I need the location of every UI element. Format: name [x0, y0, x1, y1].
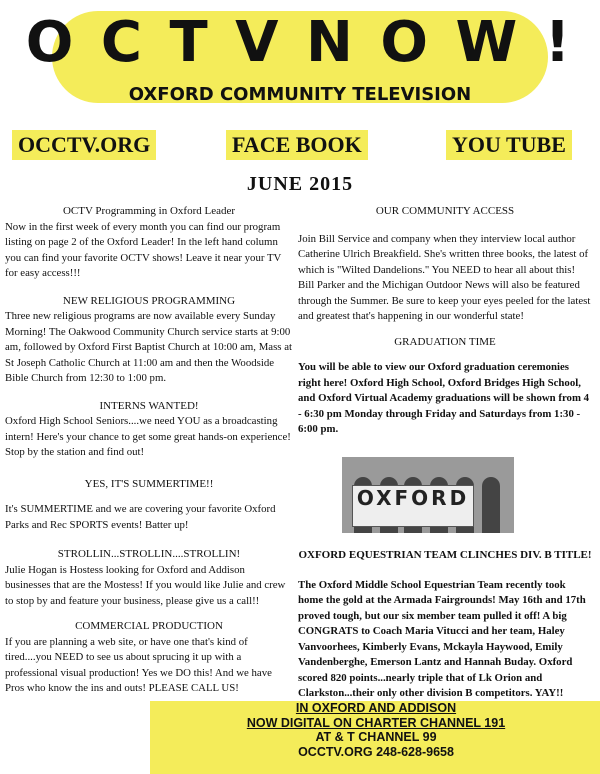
section-body: The Oxford Middle School Equestrian Team recently took home the gold at the Armada Fairgrounds! May 16th and 17th proved tough, but our six member team pulled it off! A big CONGRATS to Coach Maria Vitucci and her team, Haley Vanvoorhees, Kimberly Evans, Mckayla Haywood, Emily Vandenberghe, Emerson Lantz and Hannah Buday. Oxford scored 820 points...nearly triple that of Lk Orion and Clarkston...their only other division B competitors. YAY!! — [298, 578, 586, 699]
section-body: Join Bill Service and company when they interview local author Catherine Ulrich Breakfield. She's written three books, the latest of which is "Wilted Dandelions." You NEED to hear all about this! — [298, 232, 589, 276]
section-heading: OUR COMMUNITY ACCESS — [375, 205, 515, 217]
footer-line: NOW DIGITAL ON CHARTER CHANNEL 191 — [246, 715, 506, 730]
section-heading: COMMERCIAL PRODUCTION — [75, 620, 223, 632]
section-heading: INTERNS WANTED! — [99, 399, 199, 412]
footer-banner — [150, 701, 600, 774]
section-body: Bill Parker and the Michigan Outdoor News will also be featured through the Summer. Be sure to keep your eyes peeled for the latest and greatest that's happening in our wonderful state! — [298, 279, 591, 322]
section-body: Now in the first week of every month you can find our program listing on page 2 of the Oxford Leader! In the left hand column you can find your favorite OCTV shows! Leave it near your TV for easy access!!! — [5, 220, 282, 279]
section-heading: OCTV Programming in Oxford Leader — [62, 205, 236, 217]
left-column — [5, 204, 293, 697]
section-heading: STROLLIN...STROLLIN....STROLLIN! — [57, 548, 241, 560]
section-body: Julie Hogan is Hostess looking for Oxford and Addison businesses that are the Mostess! If you would like Julie and crew to stop by and feature your business, please give us a call!! — [5, 563, 286, 607]
person-figure — [482, 477, 500, 533]
section-body: Three new religious programs are now available every Sunday Morning! The Oakwood Community Church service starts at 9:00 am, followed by Oxford First Baptist Church at 10:00 am, Mass at St Joseph Catholic Church at 11:00 am and then the Woodside Bible Church from 12:30 to 1:00 pm. — [5, 310, 292, 384]
right-column-lower — [298, 548, 592, 702]
section-heading: OXFORD EQUESTRIAN TEAM CLINCHES DIV. B TITLE! — [298, 549, 592, 561]
page-subtitle: OXFORD COMMUNITY TELEVISION — [128, 84, 472, 105]
right-column — [298, 204, 592, 438]
facebook-link[interactable]: FACE BOOK — [226, 130, 368, 160]
section-body: If you are planning a web site, or have one that's kind of tired....you NEED to see us about sprucing it up with a professional visual production! Yes we DO this! And we have Pros who know the ins and outs! PLEASE CALL US! — [5, 635, 272, 694]
page-title: O C T V N O W ! — [25, 10, 575, 75]
section-heading: YES, IT'S SUMMERTIME!! — [84, 477, 214, 490]
youtube-link[interactable]: YOU TUBE — [446, 130, 572, 160]
graduation-photo — [342, 457, 514, 533]
section-heading: GRADUATION TIME — [394, 335, 496, 348]
website-link[interactable]: OCCTV.ORG — [12, 130, 156, 160]
section-heading: NEW RELIGIOUS PROGRAMMING — [62, 294, 236, 307]
section-body: Oxford High School Seniors....we need YOU as a broadcasting intern! Here's your chance to get some great hands-on experience! Stop by the station and find out! — [5, 415, 291, 458]
footer-line: AT & T CHANNEL 99 — [315, 730, 437, 744]
footer-line: IN OXFORD AND ADDISON — [295, 701, 457, 715]
section-body: You will be able to view our Oxford graduation ceremonies right here! Oxford High School, Oxford Bridges High School, and Oxford Virtual Academy graduations will be shown from 4 - 6:30 pm Monday through Friday and Saturdays from 1:30 - 6:00 pm. — [298, 361, 590, 435]
section-body: It's SUMMERTIME and we are covering your favorite Oxford Parks and Rec SPORTS events! Batter up! — [5, 503, 276, 531]
oxford-sign: OXFORD — [352, 485, 474, 527]
footer-contact: OCCTV.ORG 248-628-9658 — [298, 744, 454, 759]
issue-month: JUNE 2015 — [246, 173, 354, 195]
